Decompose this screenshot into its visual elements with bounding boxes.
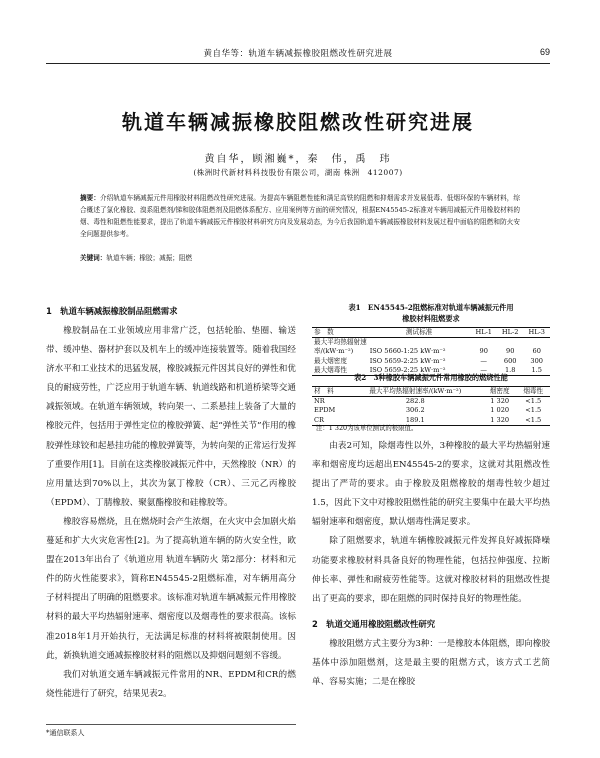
footnote: *通信联系人 <box>46 724 296 738</box>
paragraph: 我们对轨道交通车辆减振元件常用的NR、EPDM和CR的燃烧性能进行了研究，结果见表2。 <box>46 669 296 699</box>
table-cell: <1.5 <box>525 406 542 415</box>
table-header-cell: 烟毒性 <box>516 387 550 397</box>
table-2-note: 注：1 320为该单位测试的极限值。 <box>316 424 418 432</box>
table-1-caption <box>312 302 550 324</box>
section-2-heading: 2 轨道交通用橡胶阻燃改性研究 <box>312 618 436 629</box>
table-cell: <1.5 <box>525 397 542 406</box>
table-cell: 306.2 <box>405 406 425 415</box>
table-cell: 最大烟毒性 <box>314 365 347 374</box>
table-group-label: 最大平均热辐射速 <box>314 338 367 347</box>
table-row <box>312 397 550 407</box>
table-header-cell: HL-1 <box>470 328 496 338</box>
paragraph: 橡胶阻燃方式主要分为3种：一是橡胶本体阻燃，即向橡胶基体中添加阻燃剂，这是最主要的阻燃方式，该方式工艺简单、容易实施；二是在橡胶 <box>312 638 550 688</box>
table-row <box>312 357 550 366</box>
table-cell: ISO 5660-1:25 kW·m⁻² <box>369 347 446 356</box>
running-title: 黄自华等：轨道车辆减振橡胶阻燃改性研究进展 <box>203 49 393 59</box>
paragraph: 橡胶容易燃烧，且在燃烧时会产生浓烟，在火灾中会加剧火焰蔓延和扩大火灾危害性[2]。为了提高轨道车辆的防火安全性，欧盟在2013年出台了《轨道应用 轨道车辆防火 第2部分：材料和元件的防火性能要求》，简称EN45545-2阻燃标准，对车辆用高分子材料提出了明确的阻燃要求。该标准对轨道车辆减振元件用橡胶材料的最大平均热辐射速率、烟密度以及烟毒性的要求很高。该标准2018年1月开始执行，无法满足标准的材料将被限制使用。因此，新换轨道交通减振橡胶材料的阻燃以及抑烟问题刻不容缓。 <box>46 516 296 661</box>
section-1-heading: 1 轨道车辆减振橡胶制品阻燃需求 <box>46 306 178 316</box>
table-header-cell: 材 料 <box>312 387 348 397</box>
abstract-text: 介绍轨道车辆减振元件用橡胶材料阻燃改性研究进展。为提高车辆阻燃性能和满足高铁的阻燃和抑烟需求并发展低毒、低烟环保的车辆材料，综合概述了氯化橡胶、溴系阻燃剂/锑和胶体阻燃剂及阻燃体系配方、应用案例等方面的研究情况，根据EN45545-2标准对车辆用减振元件用橡胶材料的烟、毒性和阻燃性能要求，提出了轨道车辆减振元件橡胶材料研究方向及发展动态，为今后我国轨道车辆减振橡胶材料发展过程中面临的阻燃和防火安全问题提供参考。 <box>80 194 521 238</box>
table-cell: 1 020 <box>490 406 510 415</box>
table-row <box>312 338 550 348</box>
table-cell: 90 <box>506 347 515 356</box>
table-header-cell: HL-2 <box>497 328 523 338</box>
table-cell: 189.1 <box>405 415 425 424</box>
table-cell: ISO 5659-2:25 kW·m⁻² <box>369 356 446 365</box>
table-cell: 最大烟密度 <box>314 356 347 365</box>
table-header-cell: 最大平均热辐射速率/(kW·m⁻²) <box>348 387 483 397</box>
paragraph: 由表2可知，除烟毒性以外，3种橡胶的最大平均热辐射速率和烟密度均远超出EN45545-2的要求，这就对其阻燃改性提出了严苛的要求。由于橡胶及阻燃橡胶的烟毒性较少超过1.5，因此下文中对橡胶阻燃性能的研究主要集中在最大平均热辐射速率和烟密度，默认烟毒性满足要求。 <box>312 441 550 528</box>
table-cell: 300 <box>530 356 544 365</box>
affiliation: (株洲时代新材料科技股份有限公司，湖南 株洲 412007) <box>193 168 403 177</box>
author-list: 黄自华，顾湘巍*，秦 伟，禹 玮 <box>204 154 392 165</box>
table-cell: 1 320 <box>490 397 510 406</box>
table-1-caption-line-2: 橡胶材料阻燃要求 <box>402 314 460 323</box>
table-cell: 1.5 <box>531 365 542 374</box>
paragraph: 橡胶制品在工业领域应用非常广泛，包括轮胎、垫圈、输送带、缓冲垫、器材护套以及机车上的缓冲连接装置等。随着我国经济水平和工业技术的迅猛发展，橡胶减振元件因其良好的弹性和优良的耐疲劳性，广泛应用于轨道车辆、轨道线路和机道桥梁等交通减振领域。在轨道车辆领域，转向架一、二系悬挂上装备了大量的橡胶元件，包括用于弹性定位的橡胶弹簧、起“弹性关节”作用的橡胶弹性球铰和起悬挂功能的橡胶弹簧等，为转向架的正常运行发挥了重要作用[1]。目前在这类橡胶减振元件中，天然橡胶（NR）的应用量达到70%以上，其次为氯丁橡胶（CR）、三元乙丙橡胶（EPDM）、丁腈橡胶、聚氨酯橡胶和硅橡胶等。 <box>46 326 296 508</box>
table-cell: — <box>480 356 488 365</box>
table-header-cell: 测试标准 <box>368 328 471 338</box>
keywords-text: 轨道车辆；橡胶；减振；阻燃 <box>106 254 193 262</box>
table-1 <box>312 327 550 376</box>
table-header-cell: 参 数 <box>312 328 368 338</box>
table-cell: 率/(kW·m⁻²) <box>314 347 354 356</box>
table-cell: 90 <box>479 347 488 356</box>
table-cell: <1.5 <box>525 415 542 424</box>
left-column <box>46 302 296 704</box>
table-header-cell: 烟密度 <box>483 387 517 397</box>
keywords-label: 关键词： <box>80 254 107 262</box>
table-cell: 1.8 <box>504 365 516 374</box>
right-column <box>312 437 550 692</box>
table-1-caption-line-1: 表1 EN45545-2阻燃标准对轨道车辆减振元件用 <box>348 303 514 312</box>
table-cell: EPDM <box>314 406 336 415</box>
article-title: 轨道车辆减振橡胶阻燃改性研究进展 <box>122 110 474 134</box>
table-cell: CR <box>314 415 325 424</box>
table-row <box>312 347 550 356</box>
table-2 <box>312 386 550 426</box>
running-header <box>46 46 550 64</box>
paragraph: 除了阻燃要求，轨道车辆橡胶减振元件发挥良好减振降噪功能要求橡胶材料具备良好的物理性能，包括拉伸强度、拉断伸长率、弹性和耐疲劳性能等。这就对橡胶材料的阻燃改性提出了更高的要求，即在阻燃的同时保持良好的物理性能。 <box>312 536 550 604</box>
table-row <box>312 406 550 415</box>
abstract-label: 摘要： <box>80 194 101 202</box>
abstract <box>80 192 520 240</box>
page-number: 69 <box>539 47 550 57</box>
keywords <box>80 252 520 264</box>
table-header-cell: HL-3 <box>523 328 550 338</box>
table-cell: — <box>480 365 488 374</box>
table-cell: NR <box>314 397 325 406</box>
table-cell: 60 <box>532 347 541 356</box>
table-cell: ISO 5659-2:25 kW·m⁻² <box>369 365 446 374</box>
table-2-caption: 表2 3种橡胶车辆减振元件常用橡胶的燃烧性能 <box>354 373 508 382</box>
table-cell: 282.8 <box>405 397 425 406</box>
table-cell: 1 320 <box>490 415 510 424</box>
table-cell: 600 <box>503 356 517 365</box>
